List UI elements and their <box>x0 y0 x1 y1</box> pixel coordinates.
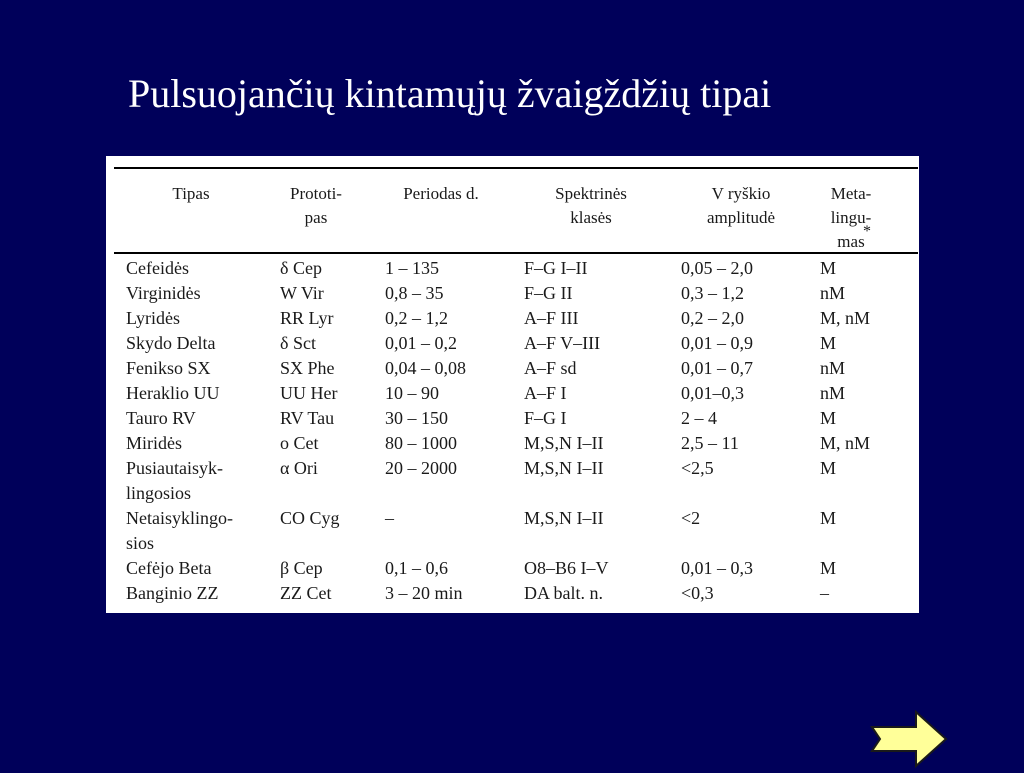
cell-type: Lyridės <box>126 308 180 328</box>
cell-metallicity: M <box>820 508 837 528</box>
cell-prototype: CO Cyg <box>280 508 340 528</box>
cell-type: Virginidės <box>126 283 201 303</box>
cell-spectral: A–F sd <box>524 358 577 378</box>
cell-amplitude: 0,3 – 1,2 <box>681 283 744 303</box>
table-header-rule <box>114 252 918 254</box>
right-arrow-icon <box>870 710 948 768</box>
cell-prototype: δ Sct <box>280 333 316 353</box>
footnote-asterisk: * <box>863 223 871 240</box>
cell-type: Skydo Delta <box>126 333 216 353</box>
cell-type: Heraklio UU <box>126 383 220 403</box>
cell-prototype: α Ori <box>280 458 318 478</box>
cell-metallicity: nM <box>820 383 846 403</box>
cell-metallicity: M <box>820 458 837 478</box>
cell-period: 80 – 1000 <box>385 433 457 453</box>
next-slide-button[interactable] <box>870 710 948 768</box>
cell-spectral: F–G I <box>524 408 567 428</box>
cell-period: 30 – 150 <box>385 408 448 428</box>
cell-type: lingosios <box>126 483 192 503</box>
cell-amplitude: 2,5 – 11 <box>681 433 739 453</box>
cell-prototype: RR Lyr <box>280 308 334 328</box>
cell-metallicity: nM <box>820 358 846 378</box>
cell-spectral: F–G II <box>524 283 573 303</box>
table-top-rule <box>114 167 918 169</box>
cell-amplitude: 0,01 – 0,9 <box>681 333 753 353</box>
header-metallicity: Meta- lingu- mas <box>830 184 872 251</box>
cell-spectral: A–F V–III <box>524 333 601 353</box>
cell-prototype: W Vir <box>280 283 324 303</box>
cell-period: 10 – 90 <box>385 383 439 403</box>
header-prototype: Prototi- pas <box>290 184 342 227</box>
cell-amplitude: <2 <box>681 508 701 528</box>
cell-period: – <box>385 508 394 528</box>
cell-amplitude: <0,3 <box>681 583 714 603</box>
cell-type: Banginio ZZ <box>126 583 219 603</box>
cell-prototype: RV Tau <box>280 408 335 428</box>
cell-spectral: M,S,N I–II <box>524 458 604 478</box>
cell-spectral: F–G I–II <box>524 258 588 278</box>
cell-amplitude: 0,2 – 2,0 <box>681 308 744 328</box>
cell-period: 0,04 – 0,08 <box>385 358 466 378</box>
cell-type: Cefėjo Beta <box>126 558 212 578</box>
cell-amplitude: 0,01 – 0,7 <box>681 358 753 378</box>
cell-type: Netaisyklingo- <box>126 508 233 528</box>
cell-period: 0,1 – 0,6 <box>385 558 448 578</box>
cell-type: Fenikso SX <box>126 358 211 378</box>
header-type: Tipas <box>172 184 210 203</box>
cell-metallicity: nM <box>820 283 846 303</box>
cell-prototype: δ Cep <box>280 258 322 278</box>
cell-amplitude: 0,05 – 2,0 <box>681 258 753 278</box>
cell-type: Cefeidės <box>126 258 189 278</box>
cell-period: 0,01 – 0,2 <box>385 333 457 353</box>
cell-type: Miridės <box>126 433 182 453</box>
cell-prototype: UU Her <box>280 383 338 403</box>
cell-spectral: DA balt. n. <box>524 583 603 603</box>
cell-metallicity: – <box>820 583 829 603</box>
cell-type: Tauro RV <box>126 408 196 428</box>
cell-prototype: o Cet <box>280 433 319 453</box>
cell-metallicity: M <box>820 333 837 353</box>
cell-prototype: ZZ Cet <box>280 583 332 603</box>
cell-spectral: O8–B6 I–V <box>524 558 609 578</box>
cell-amplitude: 0,01–0,3 <box>681 383 744 403</box>
cell-spectral: A–F I <box>524 383 567 403</box>
cell-spectral: A–F III <box>524 308 579 328</box>
header-period: Periodas d. <box>403 184 479 203</box>
cell-spectral: M,S,N I–II <box>524 508 604 528</box>
cell-period: 0,8 – 35 <box>385 283 444 303</box>
cell-metallicity: M, nM <box>820 433 871 453</box>
cell-amplitude: 0,01 – 0,3 <box>681 558 753 578</box>
cell-period: 3 – 20 min <box>385 583 463 603</box>
cell-period: 20 – 2000 <box>385 458 457 478</box>
cell-period: 0,2 – 1,2 <box>385 308 448 328</box>
cell-metallicity: M <box>820 258 837 278</box>
cell-metallicity: M <box>820 408 837 428</box>
cell-prototype: β Cep <box>280 558 323 578</box>
cell-period: 1 – 135 <box>385 258 439 278</box>
cell-type: sios <box>126 533 155 553</box>
cell-amplitude: 2 – 4 <box>681 408 717 428</box>
cell-metallicity: M <box>820 558 837 578</box>
cell-spectral: M,S,N I–II <box>524 433 604 453</box>
header-amplitude: V ryškio amplitudė <box>707 184 775 227</box>
slide-title: Pulsuojančių kintamųjų žvaigždžių tipai <box>128 71 772 116</box>
cell-amplitude: <2,5 <box>681 458 714 478</box>
cell-metallicity: M, nM <box>820 308 871 328</box>
variable-stars-table <box>106 156 919 613</box>
cell-type: Pusiautaisyk- <box>126 458 223 478</box>
cell-prototype: SX Phe <box>280 358 335 378</box>
header-spectral: Spektrinės klasės <box>555 184 627 227</box>
